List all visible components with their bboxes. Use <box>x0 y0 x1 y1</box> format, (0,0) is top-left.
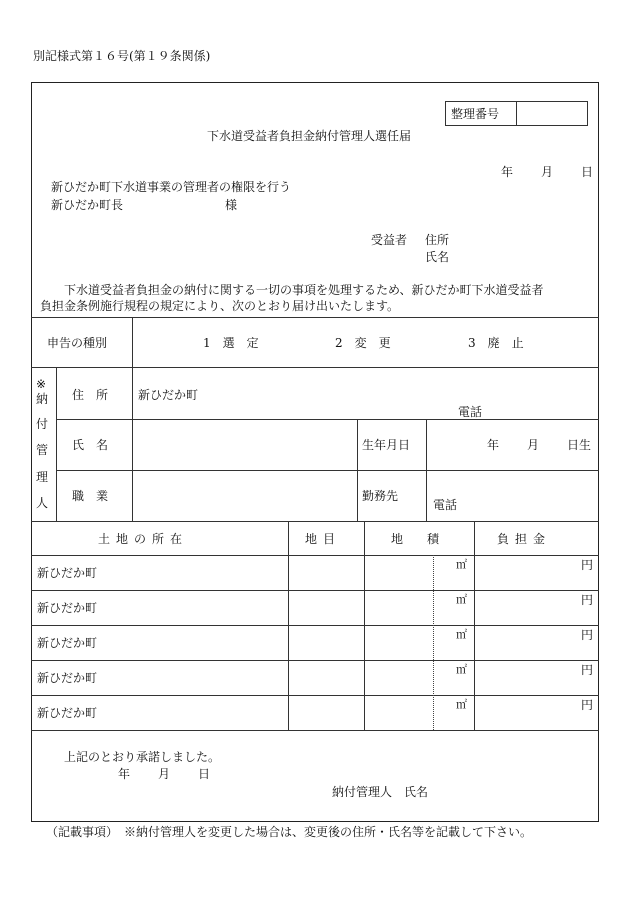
consent-signer: 納付管理人 氏名 <box>332 785 429 799</box>
agent-side-mark: ※ <box>36 377 47 391</box>
land-row-yen-unit: 円 <box>581 628 594 642</box>
rule-agent-label-col <box>132 367 133 521</box>
agent-work-phone: 電話 <box>433 498 458 512</box>
agent-phone-label: 電話 <box>458 405 483 419</box>
addressee-line2: 新ひだか町長 <box>51 198 124 212</box>
agent-job-label: 職 業 <box>72 489 109 503</box>
consent-day: 日 <box>198 767 211 781</box>
agent-side-char-2: 付 <box>36 417 49 431</box>
land-row-yen-unit: 円 <box>581 698 594 712</box>
addressee-line1: 新ひだか町下水道事業の管理者の権限を行う <box>51 180 292 194</box>
date-day: 日 <box>581 165 594 179</box>
rule-declaration-bottom <box>31 367 599 368</box>
agent-address-value[interactable]: 新ひだか町 <box>138 388 199 402</box>
agent-side-char-5: 人 <box>36 496 49 510</box>
land-row-area-unit: ㎡ <box>456 698 467 711</box>
rule-land-col1 <box>288 521 289 730</box>
rule-land-header-bottom <box>31 555 599 556</box>
land-row-location: 新ひだか町 <box>37 566 98 580</box>
date-month: 月 <box>541 165 554 179</box>
declaration-option-2[interactable]: 2 変 更 <box>335 336 391 350</box>
rule-land-col2 <box>364 521 365 730</box>
land-row-location: 新ひだか町 <box>37 601 98 615</box>
agent-name-label: 氏 名 <box>72 438 109 452</box>
footnote: （記載事項） ※納付管理人を変更した場合は、変更後の住所・氏名等を記載して下さい。 <box>46 825 533 839</box>
consent-year: 年 <box>118 767 131 781</box>
land-row-area-unit: ㎡ <box>456 558 467 571</box>
agent-birth-day: 日生 <box>567 438 592 452</box>
agent-side-char-3: 管 <box>36 443 49 457</box>
declaration-option-1[interactable]: 1 選 定 <box>203 336 259 350</box>
land-row-location: 新ひだか町 <box>37 706 98 720</box>
seiri-label: 整理番号 <box>451 107 500 121</box>
body-text-line2: 負担金条例施行規程の規定により、次のとおり届け出いたします。 <box>40 299 400 313</box>
land-row-yen-unit: 円 <box>581 663 594 677</box>
declaration-option-3[interactable]: 3 廃 止 <box>468 336 524 350</box>
land-row-area-unit: ㎡ <box>456 628 467 641</box>
rule-land-row4 <box>31 695 599 696</box>
agent-birth-year: 年 <box>487 438 500 452</box>
land-header-chimoku: 地目 <box>305 532 342 546</box>
agent-address-label: 住 所 <box>72 388 109 402</box>
rule-land-dotted <box>433 555 434 730</box>
rule-land-row1 <box>31 590 599 591</box>
beneficiary-address-label: 住所 <box>425 233 450 247</box>
land-row-yen-unit: 円 <box>581 593 594 607</box>
declaration-label: 申告の種別 <box>47 336 108 350</box>
beneficiary-name-label: 氏名 <box>425 250 450 264</box>
rule-name-bottom <box>56 470 599 471</box>
rule-declaration-divider <box>132 317 133 367</box>
agent-work-label: 勤務先 <box>362 489 399 503</box>
rule-land-col3 <box>474 521 475 730</box>
form-title: 下水道受益者負担金納付管理人選任届 <box>207 129 412 143</box>
seiri-divider <box>516 101 517 126</box>
addressee-sama: 様 <box>225 198 238 212</box>
land-row-yen-unit: 円 <box>581 558 594 572</box>
rule-land-row3 <box>31 660 599 661</box>
rule-land-row2 <box>31 625 599 626</box>
body-text-line1: 下水道受益者負担金の納付に関する一切の事項を処理するため、新ひだか町下水道受益者 <box>64 283 544 297</box>
rule-address-bottom <box>56 419 599 420</box>
land-header-chiseki: 地積 <box>391 532 464 546</box>
rule-agent-mid-col2 <box>426 419 427 521</box>
agent-side-char-4: 理 <box>36 470 49 484</box>
agent-side-char-1: 納 <box>36 392 49 406</box>
agent-birth-month: 月 <box>527 438 540 452</box>
agent-birth-label: 生年月日 <box>362 438 411 452</box>
rule-agent-bottom <box>31 521 599 522</box>
rule-declaration-top <box>31 317 599 318</box>
beneficiary-label: 受益者 <box>371 233 408 247</box>
land-row-area-unit: ㎡ <box>456 663 467 676</box>
date-year: 年 <box>501 165 514 179</box>
consent-month: 月 <box>158 767 171 781</box>
land-row-location: 新ひだか町 <box>37 671 98 685</box>
land-header-location: 土地の所在 <box>98 532 189 546</box>
rule-land-row5 <box>31 730 599 731</box>
seiri-field[interactable] <box>522 108 582 120</box>
rule-agent-mid-col <box>357 419 358 521</box>
land-row-location: 新ひだか町 <box>37 636 98 650</box>
rule-agent-side <box>56 367 57 521</box>
land-row-area-unit: ㎡ <box>456 593 467 606</box>
land-header-futankin: 負担金 <box>497 532 552 546</box>
form-number: 別記様式第１６号(第１９条関係) <box>33 49 211 63</box>
consent-text: 上記のとおり承諾しました。 <box>64 750 221 764</box>
